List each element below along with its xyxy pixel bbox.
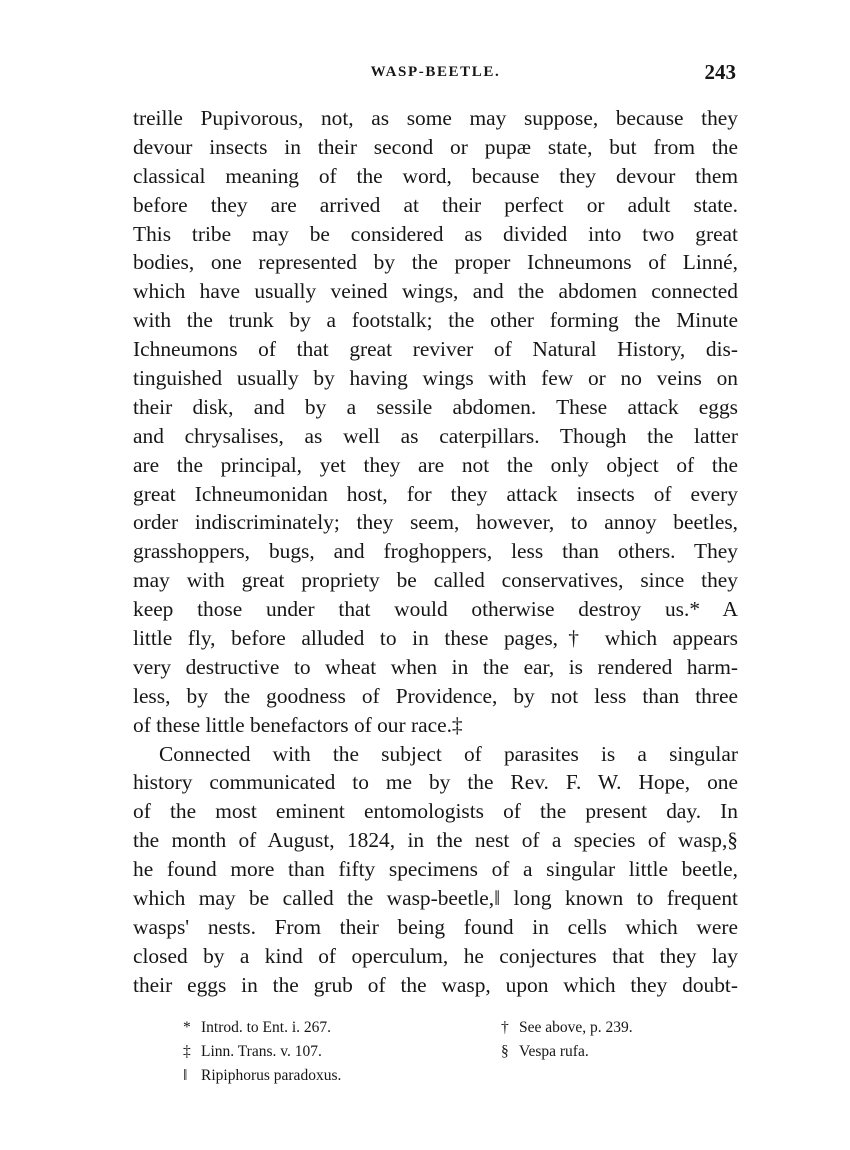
text-line: keep those under that would otherwise destroy us.* A <box>133 597 738 622</box>
text-line: Ichneumons of that great reviver of Natural History, dis- <box>133 337 738 362</box>
footnote-text: See above, p. 239. <box>519 1019 633 1036</box>
text-line: great Ichneumonidan host, for they attack insects of every <box>133 481 738 506</box>
text-line: he found more than fifty specimens of a singular little beetle, <box>133 857 738 882</box>
footnote <box>501 1040 589 1063</box>
paragraph-2 <box>133 740 738 1000</box>
body-text <box>133 104 738 1000</box>
text-line: are the principal, yet they are not the only object of the <box>133 452 738 477</box>
text-line: grasshoppers, bugs, and froghoppers, less than others. They <box>133 539 738 564</box>
text-line: Connected with the subject of parasites is a singular <box>159 741 738 766</box>
text-line: of the most eminent entomologists of the present day. In <box>133 799 738 824</box>
text-line: less, by the goodness of Providence, by not less than three <box>133 683 738 708</box>
running-title: WASP-BEETLE. <box>370 64 501 80</box>
text-line: wasps' nests. From their being found in cells which were <box>133 914 738 939</box>
text-line: their disk, and by a sessile abdomen. These attack eggs <box>133 394 738 419</box>
text-line: very destructive to wheat when in the ear, is rendered harm- <box>133 654 738 679</box>
page-number: 243 <box>704 60 736 84</box>
text-line: tinguished usually by having wings with few or no veins on <box>133 366 738 391</box>
footnote-mark: † <box>501 1019 509 1036</box>
text-line: may with great propriety be called conservatives, since they <box>133 568 738 593</box>
page-header <box>133 60 738 88</box>
text-line: the month of August, 1824, in the nest of a species of wasp,§ <box>133 828 738 853</box>
footnote-text: Ripiphorus paradoxus. <box>201 1067 342 1084</box>
text-line: classical meaning of the word, because they devour them <box>133 163 738 188</box>
text-line: closed by a kind of operculum, he conjectures that they lay <box>133 943 738 968</box>
text-line: order indiscriminately; they seem, however, to annoy beetles, <box>133 510 738 535</box>
footnote-text: Linn. Trans. v. 107. <box>201 1043 322 1060</box>
text-line: treille Pupivorous, not, as some may suppose, because they <box>133 106 738 130</box>
text-line: which have usually veined wings, and the abdomen connected <box>133 279 738 304</box>
footnote <box>501 1016 633 1039</box>
footnote-mark: § <box>501 1043 509 1060</box>
footnote-mark: * <box>183 1019 191 1036</box>
footnote <box>183 1016 331 1039</box>
footnote-mark: ‖ <box>183 1067 188 1084</box>
text-line: history communicated to me by the Rev. F. W. Hope, one <box>133 770 738 795</box>
footnote <box>183 1064 341 1087</box>
footnote <box>183 1040 322 1063</box>
text-line: bodies, one represented by the proper Ichneumons of Linné, <box>133 250 738 275</box>
text-line: which may be called the wasp-beetle,‖ long known to frequent <box>133 886 738 911</box>
text-line: before they are arrived at their perfect or adult state. <box>133 192 738 217</box>
text-line: of these little benefactors of our race.‡ <box>133 712 463 737</box>
text-line: their eggs in the grub of the wasp, upon which they doubt- <box>133 972 738 997</box>
footnote-text: Introd. to Ent. i. 267. <box>201 1019 332 1036</box>
text-line: with the trunk by a footstalk; the other forming the Minute <box>133 308 738 333</box>
text-line: little fly, before alluded to in these pages,† which appears <box>133 626 738 651</box>
text-line: This tribe may be considered as divided into two great <box>133 221 738 246</box>
paragraph-1 <box>133 104 738 740</box>
text-line: and chrysalises, as well as caterpillars. Though the latter <box>133 423 738 448</box>
footnote-mark: ‡ <box>183 1043 191 1060</box>
text-line: devour insects in their second or pupæ state, but from the <box>133 134 738 159</box>
footnote-text: Vespa rufa. <box>519 1043 589 1060</box>
